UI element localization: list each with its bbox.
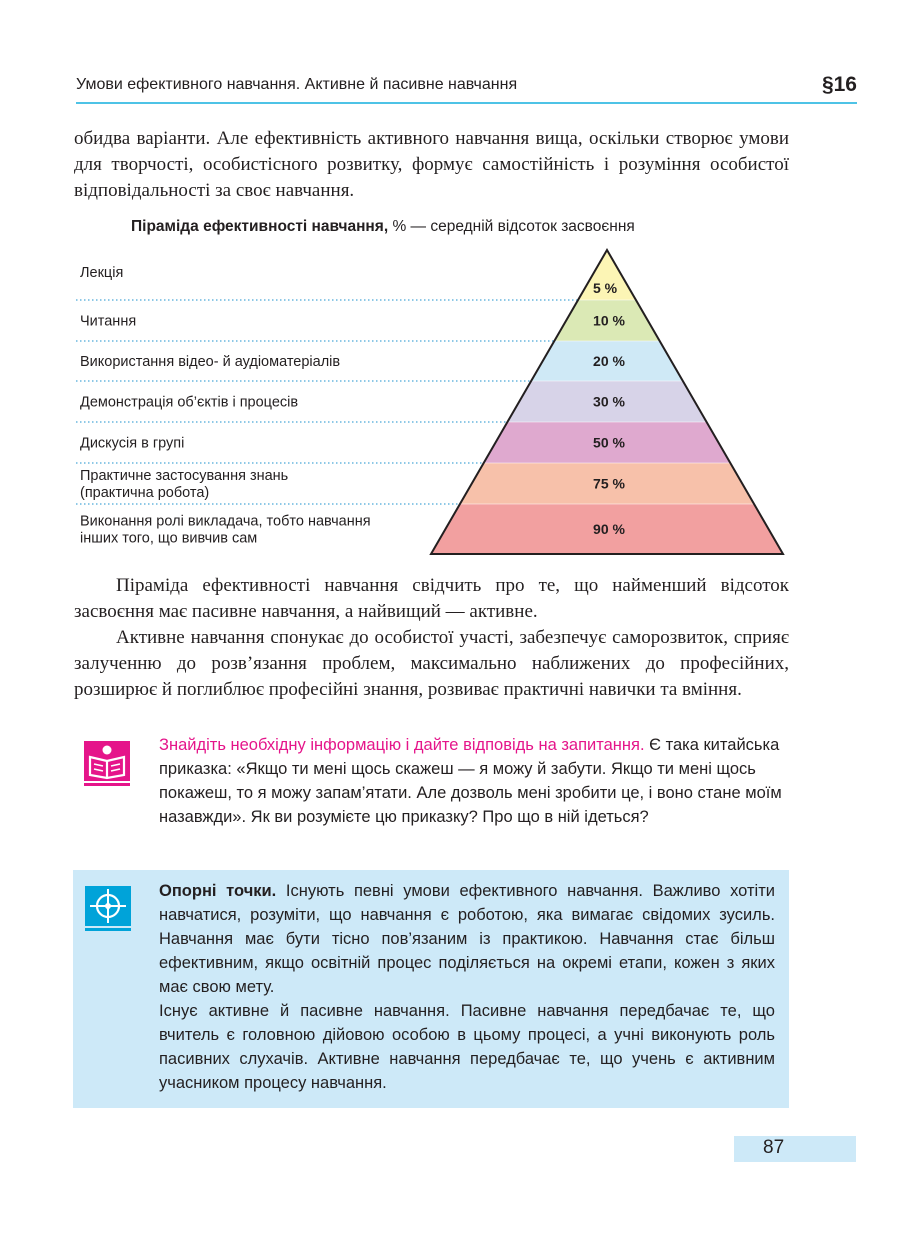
- page-number: 87: [763, 1137, 785, 1158]
- page-number-band: [734, 1136, 856, 1162]
- key-points-text: [159, 879, 775, 1095]
- pyramid-value-label: 20 %: [593, 353, 625, 369]
- running-header-title: Умови ефективного навчання. Активне й пасивне навчання: [76, 76, 518, 93]
- pyramid-level-label: Практичне застосування знань (практична робота): [80, 468, 289, 501]
- section-number: §16: [821, 73, 857, 96]
- pyramid-level-label: Лекція: [80, 265, 124, 281]
- target-icon: [85, 886, 131, 932]
- book-reader-icon: [84, 741, 130, 787]
- key-points-title: Опорні точки.: [159, 882, 277, 900]
- pyramid-level-label: Демонстрація об’єктів і процесів: [80, 394, 299, 411]
- pyramid-level-label: Використання відео- й аудіоматеріалів: [80, 354, 341, 370]
- pyramid-value-label: 30 %: [593, 393, 625, 410]
- chart-caption-rest: % — середній відсоток засвоєння: [388, 218, 635, 235]
- pyramid-level-label: Виконання ролі викладача, тобто навчання інших того, що вивчив сам: [80, 513, 371, 547]
- key-points-body-1: Існують певні умови ефективного навчання. Важливо хотіти навчатися, розуміти, що навчання є роботою, яка вимагає свідомих зусиль. Навчання має бути тісно пов’язаним із практикою. Навчання стає більш ефективним, якщо освітній процес поділяється на окремі етапи, кожен з яких має свою мету.: [159, 882, 775, 996]
- key-points-paragraph-1: [159, 879, 775, 999]
- chart-caption-bold: Піраміда ефективності навчання,: [131, 218, 389, 235]
- task-body: Є така китайська приказка: «Якщо ти мені щось скажеш — я можу й забути. Якщо ти мені щось покажеш, то я можу запам’ятати. Але дозволь мені зробити це, і воно стане моїм назавжди». Як ви розумієте цю приказку? Про що в ній ідеться?: [159, 736, 782, 826]
- task-highlight: Знайдіть необхідну інформацію і дайте відповідь на запитання.: [159, 736, 645, 754]
- pyramid-value-label: 50 %: [593, 434, 625, 451]
- pyramid-value-label: 90 %: [593, 521, 625, 537]
- pyramid-level-label: Дискусія в групі: [80, 435, 185, 452]
- intro-paragraph: обидва варіанти. Але ефективність активного навчання вища, оскільки створює умови для творчості, особистісного розвитку, формує самостійність і розуміння особистої відповідальності за своє навчання.: [74, 128, 789, 201]
- pyramid-value-label: 10 %: [593, 312, 625, 329]
- paragraph-active-learning: Активне навчання спонукає до особистої участі, забезпечує саморозвиток, сприяє залученню до розв’язання проблем, максимально наближених до професійних, розширює й поглиблює професійні знання, розвиває практичні навички та вміння.: [74, 627, 789, 700]
- pyramid-value-label: 75 %: [593, 475, 625, 492]
- key-points-body-2: Існує активне й пасивне навчання. Пасивне навчання передбачає те, що вчитель є головною дійовою особою в цьому процесі, а учні виконують роль пасивних слухачів. Активне навчання передбачає те, що учень є активним учасником процесу навчання.: [159, 1002, 775, 1092]
- pyramid-level-label: Читання: [80, 313, 137, 330]
- pyramid-value-label: 5 %: [592, 280, 618, 296]
- task-text: [159, 733, 789, 829]
- paragraph-pyramid-summary: Піраміда ефективності навчання свідчить про те, що найменший відсоток засвоєння має пасивне навчання, а найвищий — активне.: [74, 575, 789, 622]
